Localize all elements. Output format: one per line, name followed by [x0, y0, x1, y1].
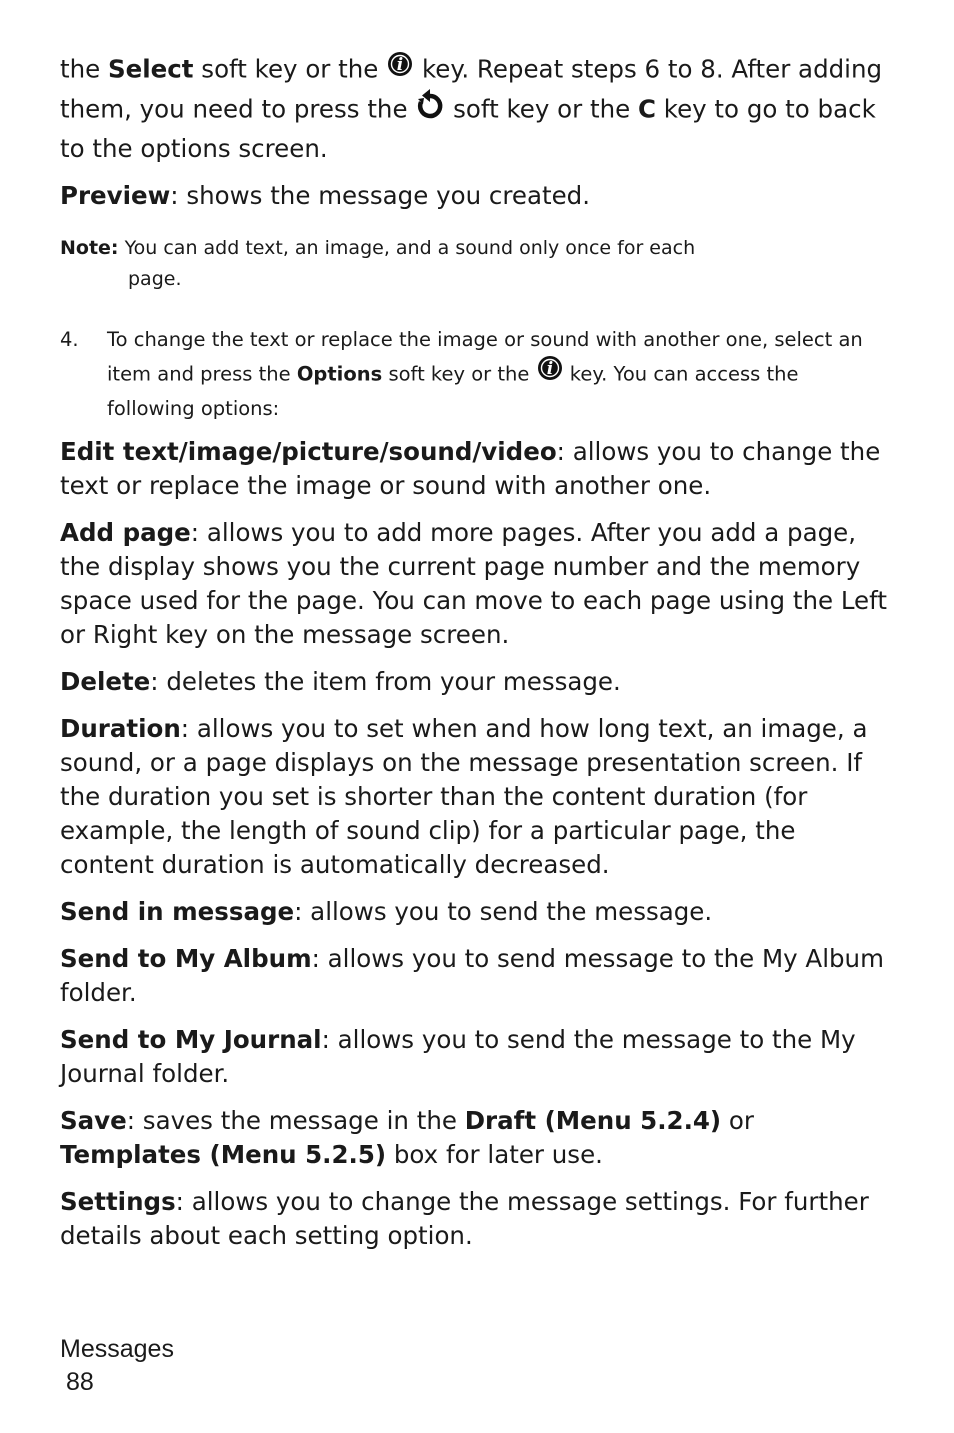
templates-menu-label: Templates (Menu 5.2.5) — [60, 1139, 387, 1169]
ok-key-icon — [386, 50, 414, 87]
preview-term: Preview — [60, 181, 171, 210]
section-name: Messages — [60, 1335, 174, 1363]
page-number: 88 — [66, 1368, 94, 1396]
option-send-to-my-album: Send to My Album: allows you to send message to the My Album folder. — [60, 943, 884, 1007]
option-term: Settings — [60, 1186, 176, 1216]
step-number: 4. — [60, 328, 79, 351]
option-term: Send to My Album — [60, 943, 312, 973]
option-save: Save: saves the message in the Draft (Menu 5.2.4) or Templates (Menu 5.2.5) box for later use. — [60, 1105, 754, 1169]
option-settings: Settings: allows you to change the message settings. For further details about each setting option. — [60, 1186, 869, 1250]
c-key-label: C — [637, 94, 656, 124]
option-term: Edit text/image/picture/sound/video — [60, 436, 557, 466]
ok-key-icon — [536, 354, 564, 392]
step-text: To change the text or replace the image or sound with another one, select an item and press the Options soft key or the i key. You can access the following options: — [107, 328, 863, 420]
draft-menu-label: Draft (Menu 5.2.4) — [464, 1105, 722, 1135]
option-term: Delete — [60, 666, 151, 696]
option-term: Save — [60, 1105, 127, 1135]
svg-text:i: i — [546, 358, 553, 379]
note-block: Note: You can add text, an image, and a sound only once for each page. — [60, 237, 696, 290]
options-softkey-label: Options — [296, 361, 383, 385]
page-footer — [60, 1333, 174, 1399]
option-term: Send to My Journal — [60, 1024, 322, 1054]
option-edit: Edit text/image/picture/sound/video: allows you to change the text or replace the image or sound with another one. — [60, 436, 881, 500]
option-add-page: Add page: allows you to add more pages. After you add a page, the display shows you the current page number and the memory space used for the page. You can move to each page using the Left or Right key on the message screen. — [60, 517, 887, 649]
back-key-icon — [415, 87, 445, 130]
preview-item: Preview: shows the message you created. — [60, 181, 590, 210]
select-softkey-label: Select — [108, 54, 194, 84]
option-term: Duration — [60, 713, 181, 743]
manual-page — [60, 52, 890, 1266]
svg-text:i: i — [396, 55, 404, 75]
step-4 — [60, 324, 890, 425]
option-term: Add page — [60, 517, 191, 547]
note-label: Note: — [60, 237, 119, 259]
option-delete: Delete: deletes the item from your message. — [60, 666, 621, 696]
option-send-to-my-journal: Send to My Journal: allows you to send the message to the My Journal folder. — [60, 1024, 856, 1088]
intro-paragraph: the Select soft key or the i key. Repeat steps 6 to 8. After adding them, you need to press the soft key or the C key to go to back to the options screen. — [60, 52, 890, 166]
option-duration: Duration: allows you to set when and how long text, an image, a sound, or a page displays on the message presentation screen. If the duration you set is shorter than the content duration (for example, the length of sound clip) for a particular page, the content duration is automatically decreased. — [60, 713, 868, 879]
option-send-in-message: Send in message: allows you to send the message. — [60, 896, 713, 926]
option-term: Send in message — [60, 896, 295, 926]
